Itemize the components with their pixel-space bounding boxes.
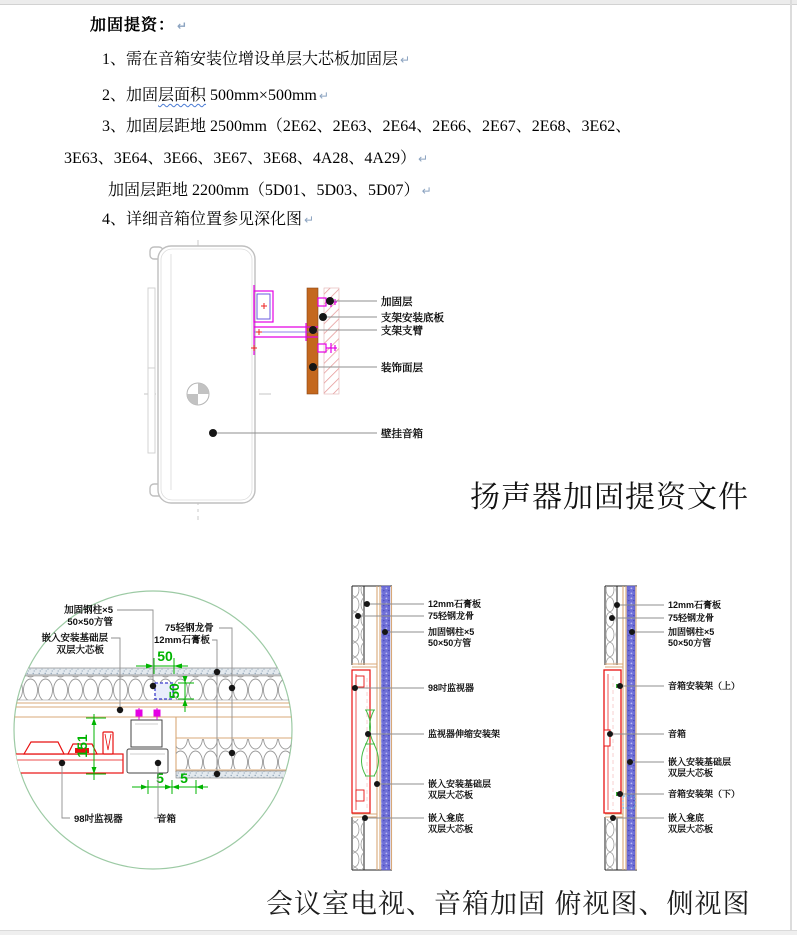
speaker-bracket-drawing <box>140 240 490 522</box>
label-reinforce-layer: 加固层 <box>381 296 413 308</box>
label-base-layer-1: 嵌入安装基础层 <box>428 779 492 789</box>
dim-50-width: 50 <box>157 648 173 664</box>
note-line-5 <box>108 177 432 200</box>
label-gypsum: 12mm石膏板 <box>668 600 722 610</box>
dim-50-height: 50 <box>166 683 182 699</box>
label-niche-1: 嵌入龛底 <box>668 813 705 823</box>
label-steel-column-2: 50×50方管 <box>668 638 712 648</box>
label-steel-column-1: 加固钢柱×5 <box>428 627 475 637</box>
label-base-layer-2: 双层大芯板 <box>428 790 474 800</box>
label-finish-layer: 装饰面层 <box>381 362 423 374</box>
label-base-layer-2: 双层大芯板 <box>668 768 714 778</box>
label-keel: 75轻钢龙骨 <box>428 611 475 621</box>
label-bracket-arm: 支架支臂 <box>381 325 423 337</box>
note-line-3-text: 3、加固层距地 2500mm（2E62、2E63、2E64、2E66、2E67、2E68、3E62、 <box>102 118 632 135</box>
paragraph-mark: ↵ <box>318 89 329 103</box>
label-steel-column-1: 加固钢柱×5 <box>64 605 113 616</box>
label-mount-lower: 音箱安装架（下） <box>668 789 741 799</box>
tv-section-drawing <box>340 582 558 874</box>
label-keel: 75轻钢龙骨 <box>668 613 715 623</box>
label-base-layer-1: 嵌入安装基础层 <box>41 633 108 644</box>
page-top-edge <box>0 0 797 5</box>
dim-5-right: 5 <box>180 770 188 786</box>
note-line-6 <box>102 206 314 229</box>
label-base-layer-2: 双层大芯板 <box>56 645 104 656</box>
label-monitor: 98吋监视器 <box>428 683 475 693</box>
notes-heading <box>90 12 188 35</box>
label-niche-1: 嵌入龛底 <box>428 813 465 823</box>
label-speaker: 音箱 <box>668 729 687 739</box>
plan-detail-circle <box>8 582 303 884</box>
label-steel-column-1: 加固钢柱×5 <box>668 627 715 637</box>
speaker-section-drawing <box>585 582 797 874</box>
note-line-2-post: 500mm×500mm <box>206 87 317 104</box>
paragraph-mark: ↵ <box>177 19 189 33</box>
label-wall-speaker: 壁挂音箱 <box>381 428 423 440</box>
figure-caption: 会议室电视、音箱加固 俯视图、侧视图 <box>266 889 751 919</box>
note-line-1-text: 1、需在音箱安装位增设单层大芯板加固层 <box>102 51 399 68</box>
paragraph-mark: ↵ <box>400 53 411 67</box>
label-steel-column-2: 50×50方管 <box>428 638 472 648</box>
dim-151: 151 <box>74 734 90 758</box>
label-speaker: 音箱 <box>157 814 177 825</box>
finish-layer-board <box>307 288 318 394</box>
note-line-4-text: 3E63、3E64、3E66、3E67、3E68、4A28、4A29） <box>64 150 416 167</box>
paragraph-mark: ↵ <box>304 213 315 227</box>
notes-heading-text: 加固提资： <box>90 17 176 34</box>
label-gypsum: 12mm石膏板 <box>428 599 482 609</box>
label-tele-bracket: 监视器伸缩安装架 <box>428 729 501 739</box>
label-mount-upper: 音箱安装架（上） <box>668 681 741 691</box>
paragraph-mark: ↵ <box>421 184 432 198</box>
speaker-clips <box>136 708 160 720</box>
label-gypsum: 12mm石膏板 <box>154 635 210 646</box>
note-line-2-pre: 2、加固 <box>102 87 159 104</box>
wall-speaker-body <box>148 246 255 503</box>
page-bottom-edge <box>0 930 797 935</box>
label-niche-2: 双层大芯板 <box>668 824 714 834</box>
center-target-icon <box>187 383 209 405</box>
note-line-4 <box>64 145 428 168</box>
note-line-6-text: 4、详细音箱位置参见深化图 <box>102 211 303 228</box>
note-line-3 <box>102 113 631 136</box>
note-line-5-text: 加固层距地 2200mm（5D01、5D03、5D07） <box>108 182 420 199</box>
label-keel: 75轻钢龙骨 <box>165 623 214 634</box>
label-niche-2: 双层大芯板 <box>428 824 474 834</box>
note-line-1 <box>102 46 410 69</box>
label-bracket-base: 支架安装底板 <box>381 312 444 324</box>
dim-5-left: 5 <box>156 770 164 786</box>
label-steel-column-2: 50×50方管 <box>67 617 113 628</box>
label-monitor: 98吋监视器 <box>74 814 123 825</box>
label-base-layer-1: 嵌入安装基础层 <box>668 757 732 767</box>
note-line-2 <box>102 82 329 105</box>
note-line-2-spellcheck: 层面积 <box>158 87 207 104</box>
page-title: 扬声器加固提资文件 <box>470 481 749 514</box>
paragraph-mark: ↵ <box>417 152 429 166</box>
